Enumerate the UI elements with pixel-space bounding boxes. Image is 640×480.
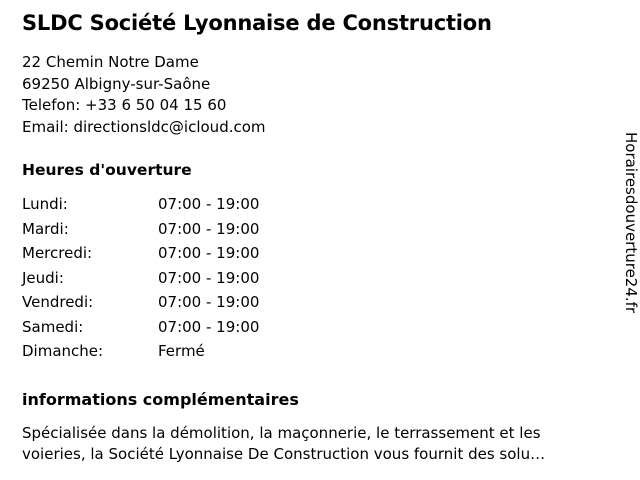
- opening-hours-heading: Heures d'ouverture: [22, 161, 192, 179]
- opening-hours-table: [22, 194, 259, 366]
- watermark-vertical-label: Horairesdouverture24.fr: [622, 132, 640, 314]
- day-hours: 07:00 - 19:00: [158, 268, 260, 287]
- day-label: Dimanche:: [22, 342, 104, 360]
- day-hours: 07:00 - 19:00: [158, 293, 260, 311]
- day-label: Vendredi:: [22, 293, 94, 311]
- day-label: Samedi:: [22, 317, 84, 336]
- table-row: [22, 219, 259, 244]
- table-row: [22, 317, 259, 342]
- day-label: Mercredi:: [22, 244, 93, 262]
- address-line-2: 69250 Albigny-sur-Saône: [22, 74, 211, 93]
- day-hours: 07:00 - 19:00: [158, 195, 260, 213]
- additional-info-heading: informations complémentaires: [22, 389, 299, 409]
- email-line: Email: directionsldc@icloud.com: [22, 117, 266, 136]
- day-hours: 07:00 - 19:00: [158, 219, 260, 238]
- business-card-content: [22, 10, 608, 466]
- page-title: SLDC Société Lyonnaise de Construction: [22, 11, 492, 35]
- day-hours: 07:00 - 19:00: [158, 317, 260, 336]
- day-label: Jeudi:: [22, 268, 64, 287]
- day-hours: Fermé: [158, 342, 205, 360]
- additional-info-text: Spécialisée dans la démolition, la maçonnerie, le terrassement et les voieries, la Société Lyonnaise De Construction vous fournit des solu…: [22, 423, 546, 463]
- address-line-1: 22 Chemin Notre Dame: [22, 53, 199, 71]
- day-label: Mardi:: [22, 219, 69, 238]
- table-row: [22, 243, 259, 268]
- table-row: [22, 292, 259, 317]
- day-label: Lundi:: [22, 195, 68, 213]
- table-row: [22, 341, 259, 366]
- phone-line: Telefon: +33 6 50 04 15 60: [22, 96, 227, 114]
- table-row: [22, 194, 259, 219]
- day-hours: 07:00 - 19:00: [158, 244, 260, 262]
- table-row: [22, 268, 259, 293]
